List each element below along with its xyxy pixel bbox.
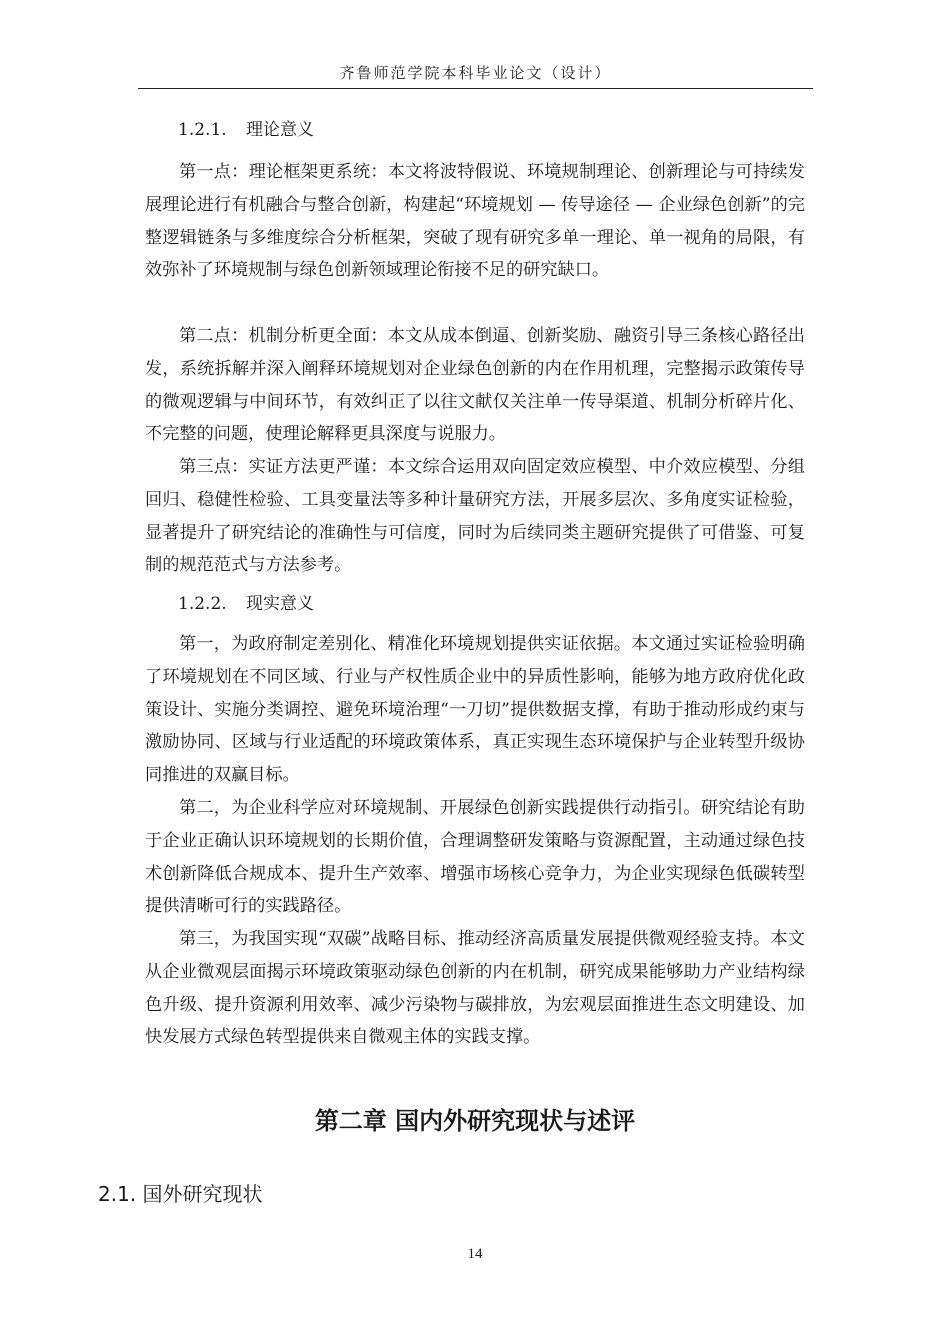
section-heading-2-1: 2.1. 国外研究现状 xyxy=(98,1182,263,1206)
running-header: 齐鲁师范学院本科毕业论文（设计） xyxy=(339,64,612,82)
paragraph-practice-1: 第一，为政府制定差别化、精准化环境规划提供实证依据。本文通过实证检验明确了环境规划在不同区域、行业与产权性质企业中的异质性影响，能够为地方政府优化政策设计、实施分类调控、避免环境治理“一刀切”提供数据支撑，有助于推动形成约束与激励协同、区域与行业适配的环境政策体系，真正实现生态环境保护与企业转型升级协同推进的双赢目标。 xyxy=(145,634,805,786)
header-rule xyxy=(138,88,813,89)
paragraph-theory-3: 第三点：实证方法更严谨：本文综合运用双向固定效应模型、中介效应模型、分组回归、稳健性检验、工具变量法等多种计量研究方法，开展多层次、多角度实证检验，显著提升了研究结论的准确性与可信度，同时为后续同类主题研究提供了可借鉴、可复制的规范范式与方法参考。 xyxy=(145,457,805,576)
chapter-title: 第二章 国内外研究现状与述评 xyxy=(314,1107,636,1135)
paragraph-theory-1: 第一点：理论框架更系统：本文将波特假说、环境规制理论、创新理论与可持续发展理论进行有机融合与整合创新，构建起“环境规划 — 传导途径 — 企业绿色创新”的完整逻辑链条与多维度综合分析框架，突破了现有研究多单一理论、单一视角的局限，有效弥补了环境规制与绿色创新领域理论衔接不足的研究缺口。 xyxy=(145,162,805,281)
paragraph-theory-2: 第二点：机制分析更全面：本文从成本倒逼、创新奖励、融资引导三条核心路径出发，系统拆解并深入阐释环境规划对企业绿色创新的内在作用机理，完整揭示政策传导的微观逻辑与中间环节，有效纠正了以往文献仅关注单一传导渠道、机制分析碎片化、不完整的问题，使理论解释更具深度与说服力。 xyxy=(145,326,805,445)
subsection-number: 1.2.2. xyxy=(178,594,227,614)
page-number: 14 xyxy=(467,1246,483,1262)
paragraph-practice-2: 第二，为企业科学应对环境规制、开展绿色创新实践提供行动指引。研究结论有助于企业正确认识环境规划的长期价值，合理调整研发策略与资源配置，主动通过绿色技术创新降低合规成本、提升生产效率、增强市场核心竞争力，为企业实现绿色低碳转型提供清晰可行的实践路径。 xyxy=(145,798,805,917)
subsection-title: 理论意义 xyxy=(246,120,314,140)
subsection-title: 现实意义 xyxy=(246,594,314,614)
paragraph-practice-3: 第三，为我国实现“双碳”战略目标、推动经济高质量发展提供微观经验支持。本文从企业微观层面揭示环境政策驱动绿色创新的内在机制，研究成果能够助力产业结构绿色升级、提升资源利用效率、减少污染物与碳排放，为宏观层面推进生态文明建设、加快发展方式绿色转型提供来自微观主体的实践支撑。 xyxy=(145,929,805,1048)
subsection-heading-1-2-1 xyxy=(178,118,314,142)
subsection-heading-1-2-2 xyxy=(178,592,314,616)
subsection-number: 1.2.1. xyxy=(178,120,227,140)
